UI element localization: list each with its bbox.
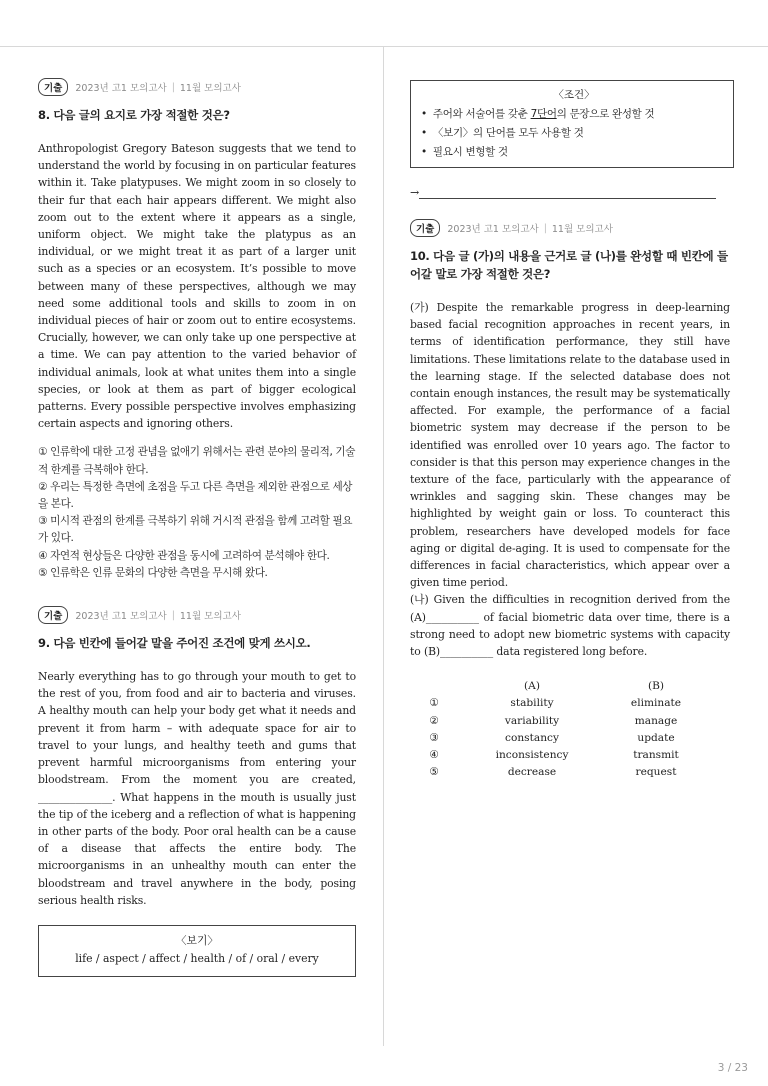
answer-options [38, 444, 356, 582]
choice-row-5[interactable]: ⑤ decrease request [429, 766, 677, 779]
source-month: 11월 모의고사 [551, 224, 613, 235]
option-5[interactable]: ⑤ 인류학은 인류 문화의 다양한 측면을 무시해 왔다. [38, 566, 268, 579]
choice-table [410, 678, 730, 781]
passage [410, 299, 730, 660]
source-line [38, 78, 356, 96]
question-title: 9. 다음 빈칸에 들어갈 말을 주어진 조건에 맞게 쓰시오. [38, 636, 311, 651]
condition-item: • 필요시 변형할 것 [421, 146, 508, 158]
source-separator: | [171, 609, 175, 621]
source-line [410, 219, 730, 237]
question-10 [410, 219, 730, 781]
source-separator: | [171, 81, 175, 93]
question-8 [38, 78, 356, 582]
question-title: 8. 다음 글의 요지로 가장 적절한 것은? [38, 108, 230, 122]
bullet-icon: • [421, 127, 427, 139]
bullet-icon: • [421, 146, 427, 158]
col-b-header: (B) [647, 680, 665, 693]
header-rule [0, 46, 768, 47]
option-3[interactable]: ③ 미시적 관점의 한계를 극복하기 위해 거시적 관점을 함께 고려할 필요가 있다. [38, 515, 353, 545]
arrow-icon: → [410, 186, 420, 199]
passage-na: (나) Given the difficulties in recognition derived from the (A)__________ of facial biometric data over time, there is a strong need to adopt new biometric systems with capacity to (B)__________ data registered long before. [410, 593, 730, 659]
col-a-header: (A) [524, 680, 540, 693]
bogi-title: 〈보기〉 [175, 933, 219, 947]
source-exam: 2023년 고1 모의고사 [75, 611, 167, 623]
table-header [410, 678, 730, 695]
page-number: 3 / 23 [717, 1062, 748, 1074]
past-exam-badge: 기출 [410, 219, 440, 237]
option-1[interactable]: ① 인류학에 대한 고정 관념을 없애기 위해서는 관련 분야의 물리적, 기술적 한계를 극복해야 한다. [38, 446, 356, 476]
condition-item: • 주어와 서술어를 갖춘 7단어의 문장으로 완성할 것 [421, 108, 655, 120]
condition-item: • 〈보기〉의 단어를 모두 사용할 것 [421, 127, 584, 139]
passage: Anthropologist Gregory Bateson suggests that we tend to understand the world by focusing in on particular features within it. Take platypuses. We might zoom in so closely to their fur that each hair appears different. We might also zoom out to the extent where it appears as a single, uniform object. We might take the platypus as an individual, or we might treat it as part of a larger unit such as a species or an ecosystem. It’s possible to move between many of these perspectives, although we may need some additional tools and skills to zoom in on individual pieces of hair or zoom out to entire ecosystems. Crucially, however, we can only take up one perspective at a time. We can pay attention to the varied behavior of individual animals, look at what unites them into a single species, or look at them as part of bigger ecological patterns. Every possible perspective involves emphasizing certain aspects and ignoring others. [38, 142, 356, 431]
bogi-box [38, 925, 356, 977]
underlined-word-count: 7단어 [530, 108, 557, 120]
bullet-icon: • [421, 108, 427, 120]
conditions-box [410, 80, 734, 168]
choice-row-1[interactable]: ① stability eliminate [429, 697, 682, 710]
passage: Nearly everything has to go through your mouth to get to the rest of you, from food and air to bacteria and viruses. A healthy mouth can help your body get what it needs and prevent it from harm – with adequate space for air to travel to your lungs, and healthy teeth and gums that prevent harmful microorganisms from entering your bloodstream. From the moment you are created, ______________. What happens in the mouth is usually just the tip of the iceberg and a reflection of what is happening in other parts of the body. Poor oral health can be a cause of a disease that affects the entire body. The microorganisms in an unhealthy mouth can enter the bloodstream and travel anywhere in the body, posing serious health risks. [38, 670, 356, 907]
past-exam-badge: 기출 [38, 78, 68, 96]
answer-blank[interactable] [419, 190, 716, 199]
source-month: 11월 모의고사 [179, 83, 241, 94]
answer-line[interactable] [410, 186, 730, 199]
right-column [410, 80, 730, 781]
source-exam: 2023년 고1 모의고사 [447, 224, 539, 235]
choice-row-2[interactable]: ② variability manage [429, 714, 678, 727]
option-2[interactable]: ② 우리는 특정한 측면에 초점을 두고 다른 측면을 제외한 관점으로 세상을 본다. [38, 480, 353, 511]
conditions-title: 〈조건〉 [553, 89, 595, 101]
bogi-words: life / aspect / affect / health / of / oral / every [75, 951, 319, 965]
option-4[interactable]: ④ 자연적 현상들은 다양한 관점을 동시에 고려하여 분석해야 한다. [38, 549, 330, 562]
source-month: 11월 모의고사 [179, 611, 241, 623]
passage-ga: (가) Despite the remarkable progress in deep-learning based facial recognition approaches in recent years, in terms of identification performance, they still have limitations. These limitations relate to the database used in the learning stage. If the selected database does not contain enough instances, the result may be systematically affected. For example, the performance of a facial biometric system may decrease if the person to be identified was enrolled over 10 years ago. The factor to consider is that this person may experience changes in the texture of the face, particularly with the appearance of wrinkles and sagging skin. These changes may be highlighted by weight gain or loss. To counteract this problem, researchers have developed models for face aging or digital de-aging. It is used to compensate for the differences in facial characteristics, which appear over a given time period. [410, 301, 730, 590]
choice-row-3[interactable]: ③ constancy update [429, 731, 675, 744]
question-title: 10. 다음 글 (가)의 내용을 근거로 글 (나)를 완성할 때 빈칸에 들어갈 말로 가장 적절한 것은? [410, 249, 728, 281]
column-divider [383, 46, 384, 1046]
choice-row-4[interactable]: ④ inconsistency transmit [429, 749, 679, 762]
source-exam: 2023년 고1 모의고사 [75, 83, 167, 94]
source-line [38, 606, 356, 624]
source-separator: | [543, 222, 547, 234]
left-column [38, 78, 356, 977]
past-exam-badge: 기출 [38, 606, 68, 624]
question-9 [38, 606, 356, 977]
